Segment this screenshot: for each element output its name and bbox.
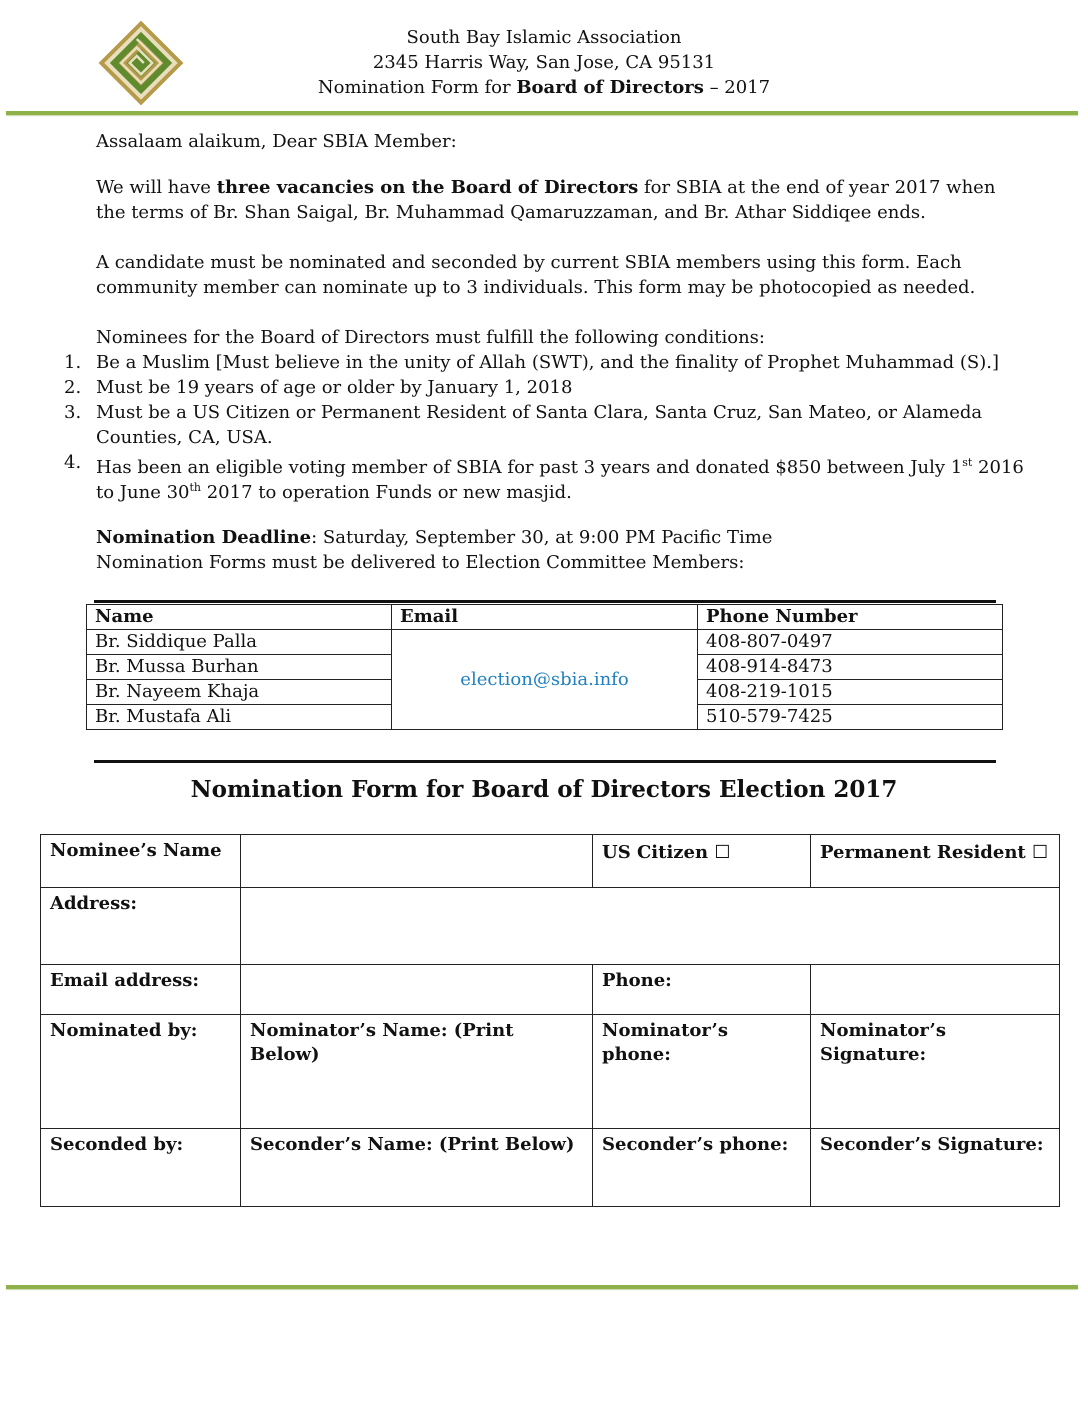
- member-name: Br. Nayeem Khaja: [87, 680, 392, 705]
- form-heading-line: Nomination Form for Board of Directors – 2017: [317, 77, 771, 98]
- committee-email-link[interactable]: election@sbia.info: [392, 630, 698, 730]
- header-divider: [6, 111, 1078, 115]
- us-citizen-checkbox-icon[interactable]: ☐: [714, 842, 731, 863]
- candidate-paragraph-line1: A candidate must be nominated and seconded by current SBIA members using this form. Each: [96, 252, 962, 273]
- us-citizen-option[interactable]: US Citizen ☐: [593, 835, 811, 888]
- nomination-form-title: Nomination Form for Board of Directors Election 2017: [190, 776, 898, 803]
- vacancy-paragraph-line2: the terms of Br. Shan Saigal, Br. Muhammad Qamaruzzaman, and Br. Athar Siddiqee ends.: [96, 202, 926, 223]
- member-name: Br. Mussa Burhan: [87, 655, 392, 680]
- table-header-row: [87, 605, 1003, 630]
- member-phone: 408-219-1015: [698, 680, 1003, 705]
- permanent-resident-option[interactable]: Permanent Resident ☐: [811, 835, 1060, 888]
- conditions-intro: Nominees for the Board of Directors must fulfill the following conditions:: [96, 327, 765, 348]
- table-row: [87, 630, 1003, 655]
- greeting: Assalaam alaikum, Dear SBIA Member:: [96, 131, 457, 152]
- nominator-signature-field[interactable]: Nominator’s Signature:: [811, 1015, 1060, 1129]
- email-address-label: Email address:: [41, 965, 241, 1015]
- condition-text-continued: Counties, CA, USA.: [96, 427, 273, 448]
- nomination-deadline: Nomination Deadline: Saturday, September 30, at 9:00 PM Pacific Time: [96, 527, 773, 548]
- seconded-by-label: Seconded by:: [41, 1129, 241, 1207]
- condition-text: Must be a US Citizen or Permanent Resident of Santa Clara, Santa Cruz, San Mateo, or Alameda: [96, 402, 983, 423]
- table-top-rule: [94, 600, 996, 603]
- condition-number: 2.: [64, 377, 82, 398]
- member-phone: 510-579-7425: [698, 705, 1003, 730]
- phone-field[interactable]: [811, 965, 1060, 1015]
- condition-text: Must be 19 years of age or older by January 1, 2018: [96, 377, 573, 398]
- condition-text: Be a Muslim [Must believe in the unity of Allah (SWT), and the finality of Prophet Muhammad (S).]: [96, 352, 999, 373]
- member-name: Br. Siddique Palla: [87, 630, 392, 655]
- condition-number: 4.: [64, 452, 82, 473]
- condition-text: Has been an eligible voting member of SBIA for past 3 years and donated $850 between July 1st 2016: [96, 456, 1024, 478]
- column-header-name: Name: [87, 605, 392, 630]
- permanent-resident-checkbox-icon[interactable]: ☐: [1032, 842, 1049, 863]
- phone-label: Phone:: [593, 965, 811, 1015]
- nomination-form-table: [40, 834, 1060, 1207]
- address-label: Address:: [41, 888, 241, 965]
- election-committee-table: [86, 604, 1003, 730]
- candidate-paragraph-line2: community member can nominate up to 3 individuals. This form may be photocopied as needed.: [96, 277, 976, 298]
- footer-divider: [6, 1285, 1078, 1289]
- org-address: 2345 Harris Way, San Jose, CA 95131: [372, 52, 716, 73]
- email-address-field[interactable]: [241, 965, 593, 1015]
- nominee-name-label: Nominee’s Name: [41, 835, 241, 888]
- seconder-name-field[interactable]: Seconder’s Name: (Print Below): [241, 1129, 593, 1207]
- address-field[interactable]: [241, 888, 1060, 965]
- vacancy-paragraph-line1: We will have three vacancies on the Board of Directors for SBIA at the end of year 2017 when: [96, 177, 996, 198]
- seconder-signature-field[interactable]: Seconder’s Signature:: [811, 1129, 1060, 1207]
- condition-text-continued: to June 30th 2017 to operation Funds or new masjid.: [96, 481, 572, 503]
- member-phone: 408-807-0497: [698, 630, 1003, 655]
- condition-number: 1.: [64, 352, 82, 373]
- member-phone: 408-914-8473: [698, 655, 1003, 680]
- nominated-by-label: Nominated by:: [41, 1015, 241, 1129]
- nominator-name-field[interactable]: Nominator’s Name: (Print Below): [241, 1015, 593, 1129]
- column-header-email: Email: [392, 605, 698, 630]
- member-name: Br. Mustafa Ali: [87, 705, 392, 730]
- condition-number: 3.: [64, 402, 82, 423]
- seconder-phone-field[interactable]: Seconder’s phone:: [593, 1129, 811, 1207]
- table-bottom-rule: [94, 760, 996, 763]
- nominee-name-field[interactable]: [241, 835, 593, 888]
- org-name: South Bay Islamic Association: [406, 27, 682, 48]
- column-header-phone: Phone Number: [698, 605, 1003, 630]
- delivery-instructions: Nomination Forms must be delivered to Election Committee Members:: [96, 552, 745, 573]
- nominator-phone-field[interactable]: Nominator’s phone:: [593, 1015, 811, 1129]
